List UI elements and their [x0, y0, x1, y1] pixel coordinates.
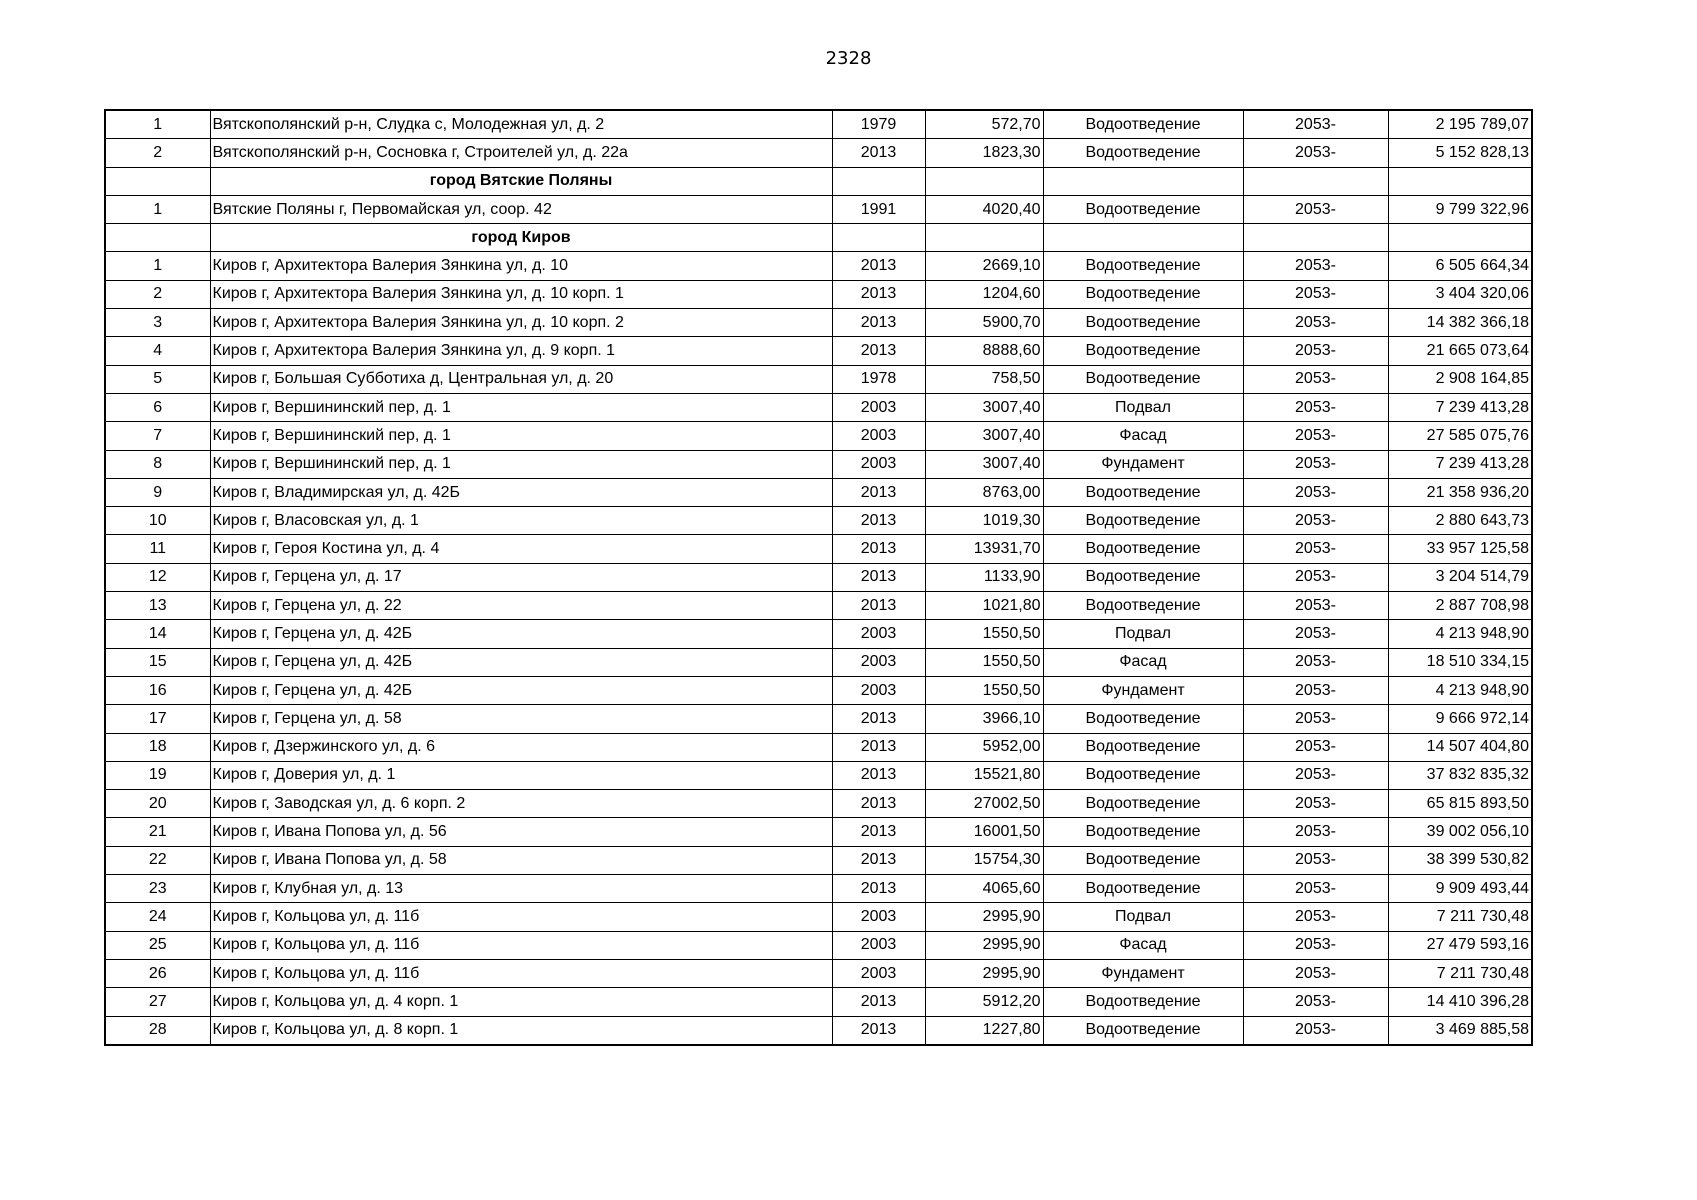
term-cell: 2053- [1243, 422, 1388, 450]
address-cell: Вятскополянский р-н, Слудка с, Молодежная ул, д. 2 [210, 110, 832, 139]
work-type-cell: Фундамент [1043, 959, 1243, 987]
cost-cell: 3 204 514,79 [1388, 563, 1532, 591]
year-cell: 1978 [832, 365, 925, 393]
work-type-cell: Водоотведение [1043, 733, 1243, 761]
year-cell: 2013 [832, 705, 925, 733]
table-row [105, 959, 1532, 987]
area-cell: 2669,10 [925, 252, 1043, 280]
row-number-cell: 16 [105, 676, 210, 704]
work-type-cell: Водоотведение [1043, 535, 1243, 563]
address-cell: Вятские Поляны г, Первомайская ул, соор. 42 [210, 195, 832, 223]
address-cell: Киров г, Архитектора Валерия Зянкина ул, д. 10 [210, 252, 832, 280]
cost-cell: 5 152 828,13 [1388, 139, 1532, 167]
address-cell: Киров г, Вершининский пер, д. 1 [210, 450, 832, 478]
term-cell: 2053- [1243, 648, 1388, 676]
empty-cell [1243, 224, 1388, 252]
work-type-cell: Водоотведение [1043, 195, 1243, 223]
cost-cell: 2 195 789,07 [1388, 110, 1532, 139]
year-cell: 2003 [832, 620, 925, 648]
year-cell: 2003 [832, 676, 925, 704]
row-number-cell: 1 [105, 110, 210, 139]
work-type-cell: Фасад [1043, 648, 1243, 676]
work-type-cell: Водоотведение [1043, 875, 1243, 903]
year-cell: 2013 [832, 988, 925, 1016]
row-number-cell: 17 [105, 705, 210, 733]
section-header-row [105, 167, 1532, 195]
term-cell: 2053- [1243, 563, 1388, 591]
row-number-cell: 10 [105, 507, 210, 535]
year-cell: 2013 [832, 507, 925, 535]
address-cell: Киров г, Герцена ул, д. 42Б [210, 676, 832, 704]
term-cell: 2053- [1243, 846, 1388, 874]
table-row [105, 592, 1532, 620]
year-cell: 1991 [832, 195, 925, 223]
row-number-cell: 28 [105, 1016, 210, 1045]
year-cell: 2013 [832, 280, 925, 308]
address-cell: Киров г, Героя Костина ул, д. 4 [210, 535, 832, 563]
work-type-cell: Подвал [1043, 903, 1243, 931]
address-cell: Киров г, Кольцова ул, д. 11б [210, 903, 832, 931]
empty-cell [925, 224, 1043, 252]
section-title: город Вятские Поляны [210, 167, 832, 195]
year-cell: 2013 [832, 818, 925, 846]
term-cell: 2053- [1243, 733, 1388, 761]
cost-cell: 4 213 948,90 [1388, 620, 1532, 648]
area-cell: 3007,40 [925, 450, 1043, 478]
empty-cell [1243, 167, 1388, 195]
table-row [105, 478, 1532, 506]
row-number-cell: 15 [105, 648, 210, 676]
area-cell: 1133,90 [925, 563, 1043, 591]
section-title: город Киров [210, 224, 832, 252]
year-cell: 2013 [832, 139, 925, 167]
cost-cell: 65 815 893,50 [1388, 790, 1532, 818]
term-cell: 2053- [1243, 761, 1388, 789]
row-number-cell: 19 [105, 761, 210, 789]
area-cell: 1204,60 [925, 280, 1043, 308]
address-cell: Киров г, Клубная ул, д. 13 [210, 875, 832, 903]
term-cell: 2053- [1243, 365, 1388, 393]
work-type-cell: Водоотведение [1043, 818, 1243, 846]
work-type-cell: Водоотведение [1043, 309, 1243, 337]
row-number-cell: 14 [105, 620, 210, 648]
empty-cell [1388, 224, 1532, 252]
cost-cell: 7 211 730,48 [1388, 903, 1532, 931]
area-cell: 5900,70 [925, 309, 1043, 337]
row-number-cell: 12 [105, 563, 210, 591]
area-cell: 1227,80 [925, 1016, 1043, 1045]
area-cell: 15754,30 [925, 846, 1043, 874]
row-number-cell: 23 [105, 875, 210, 903]
row-number-cell: 5 [105, 365, 210, 393]
area-cell: 2995,90 [925, 931, 1043, 959]
cost-cell: 7 239 413,28 [1388, 393, 1532, 421]
cost-cell: 2 880 643,73 [1388, 507, 1532, 535]
row-number-cell: 8 [105, 450, 210, 478]
table-row [105, 931, 1532, 959]
row-number-cell: 6 [105, 393, 210, 421]
year-cell: 2003 [832, 393, 925, 421]
area-cell: 4020,40 [925, 195, 1043, 223]
row-number-cell: 27 [105, 988, 210, 1016]
table-row [105, 790, 1532, 818]
table-row [105, 563, 1532, 591]
address-cell: Киров г, Герцена ул, д. 22 [210, 592, 832, 620]
area-cell: 3007,40 [925, 422, 1043, 450]
term-cell: 2053- [1243, 309, 1388, 337]
area-cell: 2995,90 [925, 903, 1043, 931]
table-row [105, 280, 1532, 308]
cost-cell: 14 410 396,28 [1388, 988, 1532, 1016]
year-cell: 2013 [832, 337, 925, 365]
table-row [105, 309, 1532, 337]
work-type-cell: Водоотведение [1043, 790, 1243, 818]
row-number-cell: 20 [105, 790, 210, 818]
year-cell: 2013 [832, 563, 925, 591]
row-number-cell [105, 167, 210, 195]
area-cell: 5912,20 [925, 988, 1043, 1016]
cost-cell: 27 585 075,76 [1388, 422, 1532, 450]
registry-table-body [105, 110, 1532, 1045]
cost-cell: 7 239 413,28 [1388, 450, 1532, 478]
table-row [105, 365, 1532, 393]
term-cell: 2053- [1243, 959, 1388, 987]
work-type-cell: Водоотведение [1043, 337, 1243, 365]
work-type-cell: Водоотведение [1043, 139, 1243, 167]
year-cell: 2013 [832, 761, 925, 789]
term-cell: 2053- [1243, 676, 1388, 704]
empty-cell [832, 224, 925, 252]
term-cell: 2053- [1243, 903, 1388, 931]
cost-cell: 21 358 936,20 [1388, 478, 1532, 506]
address-cell: Киров г, Власовская ул, д. 1 [210, 507, 832, 535]
table-row [105, 761, 1532, 789]
work-type-cell: Водоотведение [1043, 365, 1243, 393]
row-number-cell [105, 224, 210, 252]
area-cell: 8888,60 [925, 337, 1043, 365]
table-row [105, 676, 1532, 704]
address-cell: Киров г, Архитектора Валерия Зянкина ул, д. 10 корп. 2 [210, 309, 832, 337]
year-cell: 2013 [832, 535, 925, 563]
address-cell: Киров г, Архитектора Валерия Зянкина ул, д. 9 корп. 1 [210, 337, 832, 365]
row-number-cell: 9 [105, 478, 210, 506]
term-cell: 2053- [1243, 337, 1388, 365]
area-cell: 758,50 [925, 365, 1043, 393]
address-cell: Киров г, Владимирская ул, д. 42Б [210, 478, 832, 506]
table-row [105, 422, 1532, 450]
year-cell: 2003 [832, 450, 925, 478]
term-cell: 2053- [1243, 620, 1388, 648]
term-cell: 2053- [1243, 478, 1388, 506]
work-type-cell: Водоотведение [1043, 252, 1243, 280]
address-cell: Киров г, Герцена ул, д. 42Б [210, 648, 832, 676]
table-row [105, 988, 1532, 1016]
table-row [105, 705, 1532, 733]
year-cell: 2003 [832, 422, 925, 450]
address-cell: Киров г, Кольцова ул, д. 8 корп. 1 [210, 1016, 832, 1045]
row-number-cell: 1 [105, 195, 210, 223]
row-number-cell: 2 [105, 280, 210, 308]
cost-cell: 18 510 334,15 [1388, 648, 1532, 676]
term-cell: 2053- [1243, 252, 1388, 280]
year-cell: 2013 [832, 252, 925, 280]
work-type-cell: Водоотведение [1043, 705, 1243, 733]
address-cell: Киров г, Заводская ул, д. 6 корп. 2 [210, 790, 832, 818]
year-cell: 2013 [832, 846, 925, 874]
empty-cell [832, 167, 925, 195]
year-cell: 2003 [832, 959, 925, 987]
page-number: 2328 [825, 48, 872, 69]
row-number-cell: 25 [105, 931, 210, 959]
area-cell: 1550,50 [925, 648, 1043, 676]
table-row [105, 903, 1532, 931]
cost-cell: 9 799 322,96 [1388, 195, 1532, 223]
table-row [105, 620, 1532, 648]
row-number-cell: 21 [105, 818, 210, 846]
area-cell: 16001,50 [925, 818, 1043, 846]
address-cell: Киров г, Дзержинского ул, д. 6 [210, 733, 832, 761]
section-header-row [105, 224, 1532, 252]
term-cell: 2053- [1243, 110, 1388, 139]
area-cell: 5952,00 [925, 733, 1043, 761]
cost-cell: 39 002 056,10 [1388, 818, 1532, 846]
area-cell: 13931,70 [925, 535, 1043, 563]
cost-cell: 2 908 164,85 [1388, 365, 1532, 393]
area-cell: 572,70 [925, 110, 1043, 139]
empty-cell [1388, 167, 1532, 195]
term-cell: 2053- [1243, 1016, 1388, 1045]
work-type-cell: Подвал [1043, 393, 1243, 421]
area-cell: 1021,80 [925, 592, 1043, 620]
term-cell: 2053- [1243, 450, 1388, 478]
term-cell: 2053- [1243, 535, 1388, 563]
table-row [105, 252, 1532, 280]
cost-cell: 3 469 885,58 [1388, 1016, 1532, 1045]
address-cell: Киров г, Ивана Попова ул, д. 58 [210, 846, 832, 874]
work-type-cell: Подвал [1043, 620, 1243, 648]
registry-table [104, 109, 1533, 1046]
term-cell: 2053- [1243, 931, 1388, 959]
year-cell: 2013 [832, 592, 925, 620]
work-type-cell: Водоотведение [1043, 592, 1243, 620]
cost-cell: 3 404 320,06 [1388, 280, 1532, 308]
table-row [105, 507, 1532, 535]
row-number-cell: 13 [105, 592, 210, 620]
cost-cell: 9 666 972,14 [1388, 705, 1532, 733]
address-cell: Киров г, Вершининский пер, д. 1 [210, 393, 832, 421]
year-cell: 2003 [832, 931, 925, 959]
work-type-cell: Водоотведение [1043, 761, 1243, 789]
cost-cell: 7 211 730,48 [1388, 959, 1532, 987]
row-number-cell: 24 [105, 903, 210, 931]
term-cell: 2053- [1243, 507, 1388, 535]
work-type-cell: Водоотведение [1043, 478, 1243, 506]
area-cell: 1550,50 [925, 620, 1043, 648]
address-cell: Киров г, Большая Субботиха д, Центральная ул, д. 20 [210, 365, 832, 393]
term-cell: 2053- [1243, 818, 1388, 846]
cost-cell: 37 832 835,32 [1388, 761, 1532, 789]
cost-cell: 9 909 493,44 [1388, 875, 1532, 903]
cost-cell: 38 399 530,82 [1388, 846, 1532, 874]
cost-cell: 4 213 948,90 [1388, 676, 1532, 704]
table-row [105, 450, 1532, 478]
year-cell: 2013 [832, 309, 925, 337]
work-type-cell: Водоотведение [1043, 507, 1243, 535]
term-cell: 2053- [1243, 592, 1388, 620]
year-cell: 1979 [832, 110, 925, 139]
row-number-cell: 18 [105, 733, 210, 761]
area-cell: 1019,30 [925, 507, 1043, 535]
row-number-cell: 7 [105, 422, 210, 450]
address-cell: Киров г, Герцена ул, д. 42Б [210, 620, 832, 648]
table-row [105, 139, 1532, 167]
row-number-cell: 11 [105, 535, 210, 563]
year-cell: 2013 [832, 1016, 925, 1045]
work-type-cell: Водоотведение [1043, 563, 1243, 591]
address-cell: Киров г, Герцена ул, д. 58 [210, 705, 832, 733]
empty-cell [1043, 167, 1243, 195]
cost-cell: 21 665 073,64 [1388, 337, 1532, 365]
term-cell: 2053- [1243, 790, 1388, 818]
table-row [105, 110, 1532, 139]
area-cell: 4065,60 [925, 875, 1043, 903]
table-row [105, 875, 1532, 903]
work-type-cell: Фундамент [1043, 676, 1243, 704]
work-type-cell: Водоотведение [1043, 110, 1243, 139]
row-number-cell: 22 [105, 846, 210, 874]
year-cell: 2013 [832, 733, 925, 761]
work-type-cell: Водоотведение [1043, 846, 1243, 874]
year-cell: 2013 [832, 875, 925, 903]
year-cell: 2003 [832, 648, 925, 676]
work-type-cell: Водоотведение [1043, 1016, 1243, 1045]
cost-cell: 2 887 708,98 [1388, 592, 1532, 620]
row-number-cell: 26 [105, 959, 210, 987]
area-cell: 1823,30 [925, 139, 1043, 167]
cost-cell: 33 957 125,58 [1388, 535, 1532, 563]
year-cell: 2013 [832, 478, 925, 506]
area-cell: 2995,90 [925, 959, 1043, 987]
row-number-cell: 3 [105, 309, 210, 337]
term-cell: 2053- [1243, 195, 1388, 223]
address-cell: Киров г, Доверия ул, д. 1 [210, 761, 832, 789]
address-cell: Киров г, Кольцова ул, д. 11б [210, 931, 832, 959]
term-cell: 2053- [1243, 280, 1388, 308]
area-cell: 3007,40 [925, 393, 1043, 421]
table-row [105, 733, 1532, 761]
address-cell: Киров г, Кольцова ул, д. 11б [210, 959, 832, 987]
work-type-cell: Фасад [1043, 931, 1243, 959]
address-cell: Киров г, Вершининский пер, д. 1 [210, 422, 832, 450]
table-row [105, 818, 1532, 846]
row-number-cell: 1 [105, 252, 210, 280]
year-cell: 2003 [832, 903, 925, 931]
table-row [105, 535, 1532, 563]
area-cell: 27002,50 [925, 790, 1043, 818]
work-type-cell: Фундамент [1043, 450, 1243, 478]
row-number-cell: 2 [105, 139, 210, 167]
table-row [105, 393, 1532, 421]
table-row [105, 195, 1532, 223]
area-cell: 15521,80 [925, 761, 1043, 789]
term-cell: 2053- [1243, 988, 1388, 1016]
cost-cell: 27 479 593,16 [1388, 931, 1532, 959]
cost-cell: 14 382 366,18 [1388, 309, 1532, 337]
table-row [105, 1016, 1532, 1045]
term-cell: 2053- [1243, 705, 1388, 733]
address-cell: Вятскополянский р-н, Сосновка г, Строителей ул, д. 22а [210, 139, 832, 167]
term-cell: 2053- [1243, 139, 1388, 167]
work-type-cell: Фасад [1043, 422, 1243, 450]
address-cell: Киров г, Ивана Попова ул, д. 56 [210, 818, 832, 846]
cost-cell: 14 507 404,80 [1388, 733, 1532, 761]
address-cell: Киров г, Архитектора Валерия Зянкина ул, д. 10 корп. 1 [210, 280, 832, 308]
year-cell: 2013 [832, 790, 925, 818]
term-cell: 2053- [1243, 875, 1388, 903]
cost-cell: 6 505 664,34 [1388, 252, 1532, 280]
area-cell: 3966,10 [925, 705, 1043, 733]
row-number-cell: 4 [105, 337, 210, 365]
area-cell: 1550,50 [925, 676, 1043, 704]
address-cell: Киров г, Герцена ул, д. 17 [210, 563, 832, 591]
term-cell: 2053- [1243, 393, 1388, 421]
work-type-cell: Водоотведение [1043, 988, 1243, 1016]
empty-cell [925, 167, 1043, 195]
table-row [105, 337, 1532, 365]
empty-cell [1043, 224, 1243, 252]
work-type-cell: Водоотведение [1043, 280, 1243, 308]
table-row [105, 648, 1532, 676]
area-cell: 8763,00 [925, 478, 1043, 506]
table-row [105, 846, 1532, 874]
address-cell: Киров г, Кольцова ул, д. 4 корп. 1 [210, 988, 832, 1016]
